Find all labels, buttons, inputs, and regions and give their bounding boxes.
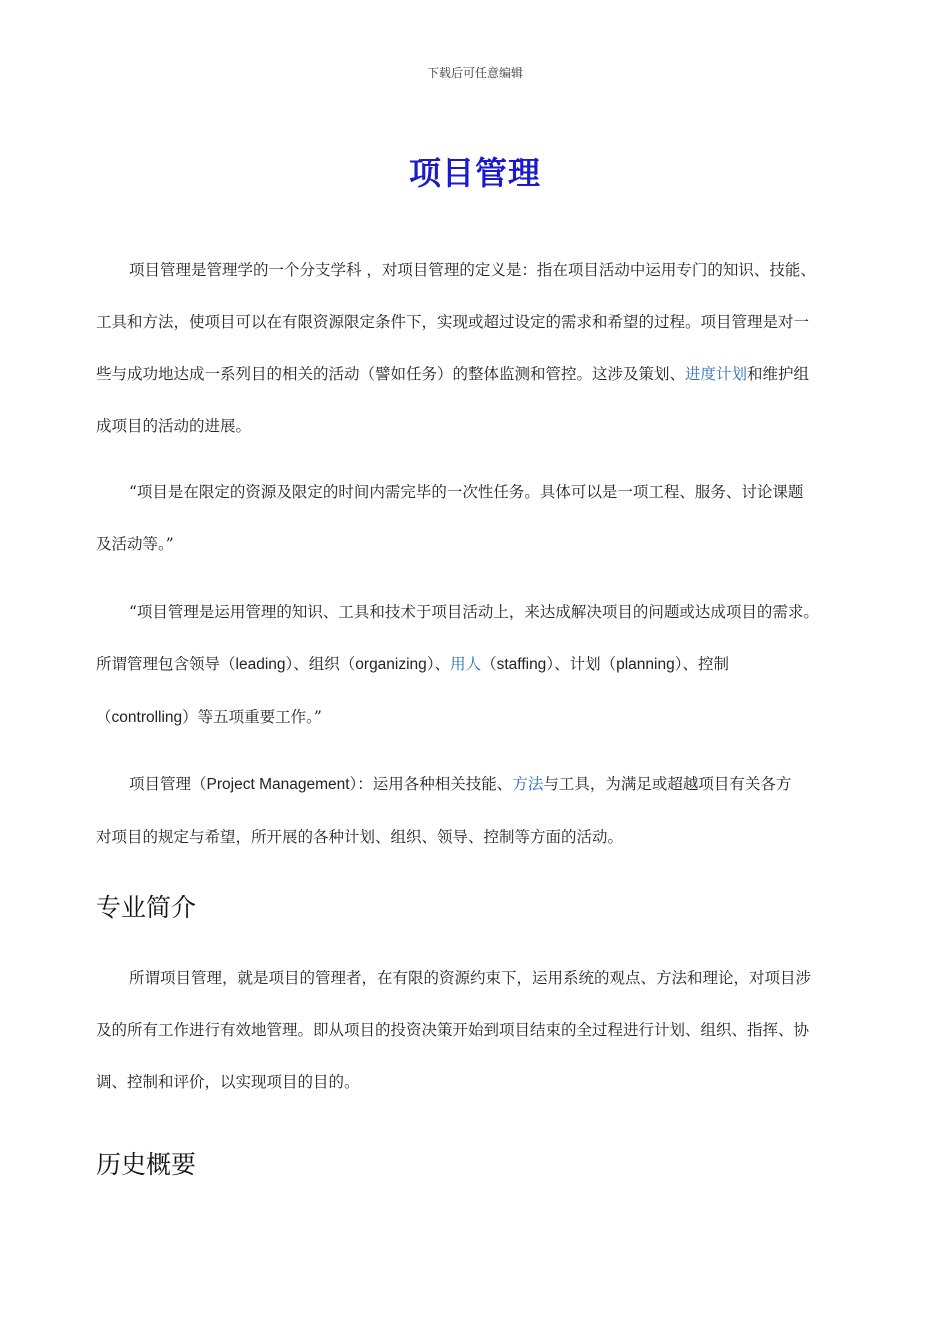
link-schedule-plan[interactable]: 进度计划 — [685, 365, 748, 383]
paragraph-definition — [96, 244, 868, 452]
text-run: ）、组织（ — [285, 655, 356, 673]
text-run: 项目管理（ — [129, 775, 207, 793]
page-title: 项目管理 — [408, 154, 541, 192]
link-staffing[interactable]: 用人 — [450, 655, 482, 673]
text-run: ）、 — [426, 655, 451, 673]
paragraph-line — [96, 348, 868, 400]
text-run: 些与成功地达成一系列目的相关的活动（譬如任务）的整体监测和管控。这涉及策划、 — [96, 365, 686, 383]
link-method[interactable]: 方法 — [512, 775, 544, 793]
paragraph-pm-definition — [96, 758, 868, 863]
paragraph-line: 及的所有工作进行有效地管理。即从项目的投资决策开始到项目结束的全过程进行计划、组织、指挥、协 — [96, 1021, 810, 1039]
text-run: ）等五项重要工作。” — [182, 708, 322, 726]
text-run-latin: staffing — [496, 656, 547, 673]
paragraph-line: “项目管理是运用管理的知识、工具和技术于项目活动上，来达成解决项目的问题或达成项目的需求。 — [129, 603, 819, 621]
paragraph-line: 工具和方法，使项目可以在有限资源限定条件下，实现或超过设定的需求和希望的过程。项目管理是对一 — [96, 313, 810, 331]
paragraph-line: 所谓项目管理，就是项目的管理者，在有限的资源约束下，运用系统的观点、方法和理论，对项目涉 — [129, 969, 812, 987]
section-heading-history: 历史概要 — [96, 1150, 197, 1179]
paragraph-line: 项目管理是管理学的一个分支学科 ，对项目管理的定义是：指在项目活动中运用专门的知识、技能、 — [129, 261, 816, 279]
paragraph-line: 及活动等。” — [96, 535, 174, 553]
text-run-latin: Project Management — [206, 776, 350, 793]
text-run: 与工具，为满足或超越项目有关各方 — [543, 775, 792, 793]
header-note: 下载后可任意编辑 — [426, 66, 523, 80]
text-run-latin: leading — [235, 656, 286, 673]
paragraph-line — [96, 758, 868, 811]
paragraph-line — [96, 638, 868, 691]
text-run-latin: organizing — [355, 656, 427, 673]
paragraph-management-quote — [96, 586, 868, 744]
paragraph-line: 对项目的规定与希望，所开展的各种计划、组织、领导、控制等方面的活动。 — [96, 828, 624, 846]
paragraph-line: 成项目的活动的进展。 — [96, 417, 252, 435]
text-run: 所谓管理包含领导（ — [96, 655, 236, 673]
text-run: （ — [96, 708, 112, 726]
paragraph-project-quote — [96, 466, 868, 570]
text-run: 和维护组 — [747, 365, 810, 383]
paragraph-profile — [96, 952, 868, 1108]
text-run: ）、计划（ — [546, 655, 617, 673]
paragraph-line — [96, 691, 868, 744]
text-run: ）：运用各种相关技能、 — [349, 775, 513, 793]
text-run-latin: controlling — [111, 709, 183, 726]
section-heading-profile: 专业简介 — [96, 893, 197, 922]
text-run-latin: planning — [616, 656, 675, 673]
paragraph-line: “项目是在限定的资源及限定的时间内需完毕的一次性任务。具体可以是一项工程、服务、讨论课题 — [129, 483, 804, 501]
text-run: ）、控制 — [674, 655, 729, 673]
paragraph-line: 调、控制和评价，以实现项目的目的。 — [96, 1073, 360, 1091]
text-run: （ — [481, 655, 497, 673]
